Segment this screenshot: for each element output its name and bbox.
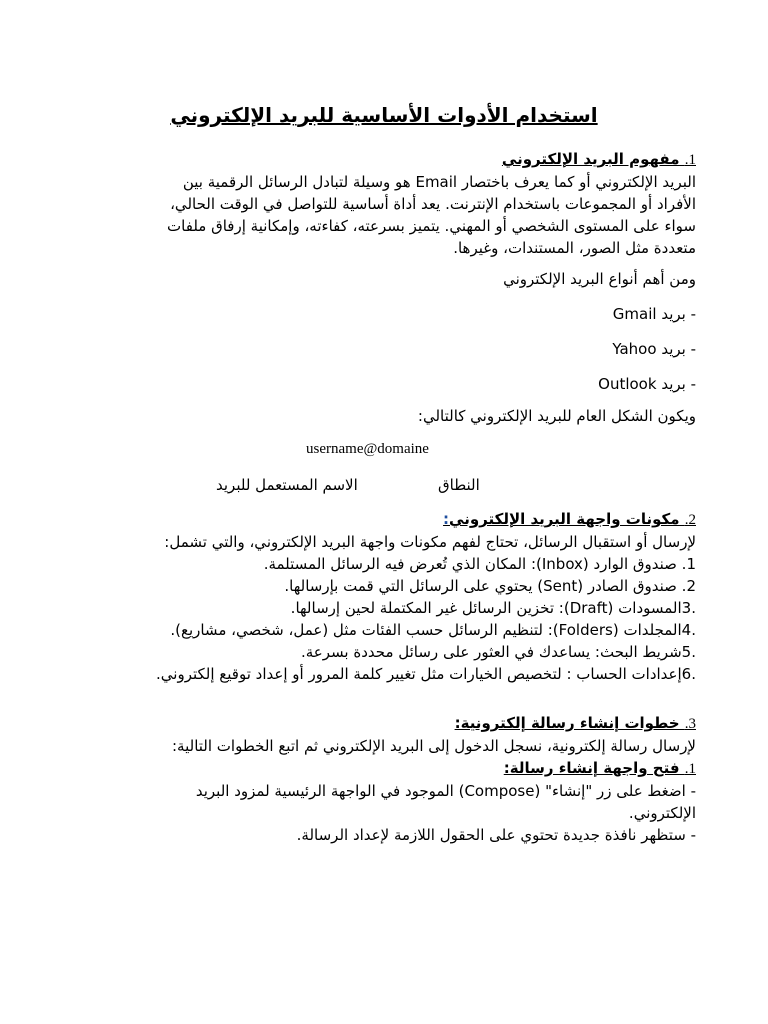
step-new-window: - ستظهر نافذة جديدة تحتوي على الحقول اللازمة لإعداد الرسالة. bbox=[296, 826, 696, 844]
section-1-paragraph-line: سواء على المستوى الشخصي أو المهني. يتميز بسرعته، كفاءته، وإمكانية إرفاق ملفات bbox=[167, 217, 696, 235]
step-compose-line: - اضغط على زر "إنشاء" (Compose) الموجود في الواجهة الرئيسية لمزود البريد bbox=[195, 782, 696, 800]
email-type-gmail: - بريد Gmail bbox=[612, 305, 696, 323]
subsection-1-title: فتح واجهة إنشاء رسالة: bbox=[503, 759, 680, 777]
email-types-intro: ومن أهم أنواع البريد الإلكتروني bbox=[503, 270, 696, 288]
section-2-number: 2. bbox=[684, 512, 696, 528]
interface-item-settings: .6إعدادات الحساب : لتخصيص الخيارات مثل تغيير كلمة المرور أو إعداد توقيع إلكتروني. bbox=[156, 665, 696, 683]
interface-item-search: .5شريط البحث: يساعدك في العثور على رسائل محددة بسرعة. bbox=[301, 643, 696, 661]
section-1 bbox=[72, 148, 696, 259]
section-2-intro: لإرسال أو استقبال الرسائل، تحتاج لفهم مكونات واجهة البريد الإلكتروني، والتي تشمل: bbox=[164, 533, 696, 551]
section-1-paragraph-line: البريد الإلكتروني أو كما يعرف باختصار Email هو وسيلة لتبادل الرسائل الرقمية بين bbox=[182, 173, 696, 191]
subsection-1-heading bbox=[72, 757, 696, 780]
interface-item-inbox: 1. صندوق الوارد (Inbox): المكان الذي تُعرض فيه الرسائل المستلمة. bbox=[263, 555, 696, 573]
section-1-paragraph-line: الأفراد أو المجموعات باستخدام الإنترنت. يعد أداة أساسية للتواصل في الوقت الحالي، bbox=[170, 195, 696, 213]
section-3-number: 3. bbox=[684, 716, 696, 732]
section-2 bbox=[72, 508, 696, 685]
interface-item-folders: .4المجلدات (Folders): لتنظيم الرسائل حسب الفئات مثل (عمل، شخصي، مشاريع). bbox=[170, 621, 696, 639]
section-1-number: 1. bbox=[684, 152, 696, 168]
section-3-title: خطوات إنشاء رسالة إلكترونية: bbox=[454, 714, 680, 732]
section-2-heading bbox=[72, 508, 696, 531]
email-type-outlook: - بريد Outlook bbox=[598, 375, 696, 393]
section-3-heading bbox=[72, 712, 696, 735]
email-format-example: username@domaine bbox=[306, 441, 429, 457]
section-2-title: مكونات واجهة البريد الإلكتروني bbox=[449, 510, 680, 528]
section-3-intro: لإرسال رسالة إلكترونية، نسجل الدخول إلى البريد الإلكتروني ثم اتبع الخطوات التالية: bbox=[172, 737, 696, 755]
section-3 bbox=[72, 712, 696, 846]
subsection-1-number: 1. bbox=[684, 761, 696, 777]
interface-item-draft: .3المسودات (Draft): تخزين الرسائل غير المكتملة لحين إرسالها. bbox=[290, 599, 696, 617]
step-compose-line: الإلكتروني. bbox=[628, 804, 696, 822]
email-format-intro: ويكون الشكل العام للبريد الإلكتروني كالتالي: bbox=[417, 407, 696, 425]
interface-item-sent: 2. صندوق الصادر (Sent) يحتوي على الرسائل التي قمت بإرسالها. bbox=[284, 577, 696, 595]
section-2-colon: : bbox=[443, 510, 450, 528]
label-username: الاسم المستعمل للبريد bbox=[216, 476, 358, 494]
section-1-paragraph-line: متعددة مثل الصور، المستندات، وغيرها. bbox=[453, 239, 696, 257]
section-1-title: مفهوم البريد الإلكتروني bbox=[501, 150, 680, 168]
email-type-yahoo: - بريد Yahoo bbox=[612, 340, 696, 358]
document-title: استخدام الأدوات الأساسية للبريد الإلكتروني bbox=[170, 103, 598, 127]
section-1-heading bbox=[72, 148, 696, 171]
label-domain: النطاق bbox=[438, 476, 480, 494]
